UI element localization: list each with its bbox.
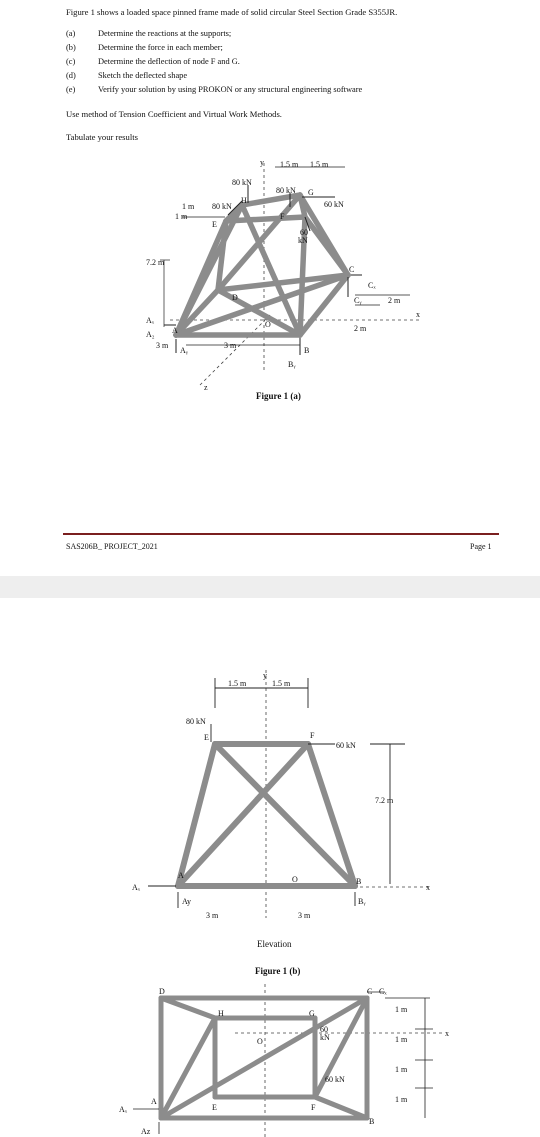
- elev-reaction-by: Bᵧ: [358, 897, 366, 906]
- question-text-a: Determine the reactions at the supports;: [98, 29, 232, 38]
- load-60kN-g: 60 kN: [324, 200, 344, 209]
- figure-1b-plan: [115, 984, 465, 1137]
- elev-reaction-ax: Aₓ: [132, 883, 141, 892]
- dim-7-2: 7.2 m: [146, 258, 165, 267]
- question-label-c: (c): [66, 57, 76, 66]
- load-60-f-a: 60: [300, 228, 308, 237]
- label-x: x: [416, 310, 420, 319]
- plan-node-h: H: [218, 1009, 224, 1018]
- plan-node-c: C: [367, 987, 373, 996]
- dim-3m-a: 3 m: [156, 341, 169, 350]
- plan-load-60-b: kN: [320, 1033, 330, 1042]
- load-60-f-b: kN: [298, 236, 308, 245]
- elevation-arrows: [148, 678, 405, 918]
- elev-node-a: A: [178, 871, 184, 880]
- question-text-c: Determine the deflection of node F and G.: [98, 57, 240, 66]
- dim-2m-a: 2 m: [388, 296, 401, 305]
- elev-node-o: O: [292, 875, 298, 884]
- node-g: G: [308, 188, 314, 197]
- load-80kN-h: 80 kN: [212, 202, 232, 211]
- dim-3m-b: 3 m: [224, 341, 237, 350]
- reaction-az: A₂: [146, 330, 155, 339]
- plan-node-f: F: [311, 1103, 316, 1112]
- plan-reaction-ax: Aₓ: [119, 1105, 128, 1114]
- plan-arrows-dims: [133, 992, 433, 1134]
- question-label-d: (d): [66, 71, 76, 80]
- dim-1-5-a: 1.5 m: [280, 160, 299, 169]
- dim-2m-b: 2 m: [354, 324, 367, 333]
- plan-node-g: G: [309, 1009, 315, 1018]
- reaction-cx: Cₓ: [368, 281, 376, 290]
- load-80kN-top: 80 kN: [232, 178, 252, 187]
- figure-1a-diagram: [130, 155, 430, 405]
- figure-1b-elevation: [120, 668, 450, 918]
- reaction-by: Bᵧ: [288, 360, 296, 369]
- elev-load-60kN: 60 kN: [336, 741, 356, 750]
- question-label-e: (e): [66, 85, 76, 94]
- question-text-b: Determine the force in each member;: [98, 43, 223, 52]
- reaction-ay: Aᵧ: [180, 346, 188, 355]
- dim-1-5-b: 1.5 m: [310, 160, 329, 169]
- node-a: A: [172, 326, 178, 335]
- elev-dim-3m-a: 3 m: [206, 911, 219, 918]
- figure-1a-caption: Figure 1 (a): [256, 391, 301, 401]
- elev-dim-3m-b: 3 m: [298, 911, 311, 918]
- document-page-2: [0, 598, 540, 1137]
- node-o: O: [265, 320, 271, 329]
- node-d: D: [232, 293, 238, 302]
- elev-reaction-ay: Ay: [182, 897, 192, 906]
- intro-text: Figure 1 shows a loaded space pinned frame made of solid circular Steel Section Grade S355JR.: [66, 7, 398, 17]
- plan-node-o: O: [257, 1037, 263, 1046]
- plan-label-x: x: [445, 1029, 449, 1038]
- label-y: y: [260, 158, 264, 167]
- reaction-cy: Cᵧ: [354, 296, 362, 305]
- frame-members: [176, 195, 348, 335]
- node-h: H: [241, 196, 247, 205]
- elev-load-80kN: 80 kN: [186, 717, 206, 726]
- elevation-members: [178, 744, 355, 886]
- plan-reaction-cx: Cₓ: [379, 987, 387, 996]
- elev-label-y: y: [263, 671, 267, 680]
- question-text-d: Sketch the deflected shape: [98, 71, 188, 80]
- node-b: B: [304, 346, 310, 355]
- tabulate-text: Tabulate your results: [66, 132, 138, 142]
- elev-dim-1-5-a: 1.5 m: [228, 679, 247, 688]
- elev-dim-1-5-b: 1.5 m: [272, 679, 291, 688]
- load-80kN-g: 80 kN: [276, 186, 296, 195]
- plan-dim-1m-c: 1 m: [395, 1065, 408, 1074]
- elev-label-x: x: [426, 883, 430, 892]
- elev-node-f: F: [310, 731, 315, 740]
- node-c: C: [349, 265, 355, 274]
- footer-rule: [63, 533, 499, 535]
- plan-node-e: E: [212, 1103, 217, 1112]
- plan-dim-1m-b: 1 m: [395, 1035, 408, 1044]
- node-e: E: [212, 220, 217, 229]
- plan-node-d: D: [159, 987, 165, 996]
- node-f: F: [280, 212, 285, 221]
- reaction-ax: Aₓ: [146, 316, 155, 325]
- figure-1b-caption: Figure 1 (b): [255, 966, 301, 976]
- dim-1m-a: 1 m: [182, 202, 195, 211]
- dim-1m-b: 1 m: [175, 212, 188, 221]
- plan-node-a: A: [151, 1097, 157, 1106]
- question-label-a: (a): [66, 29, 76, 38]
- plan-members: [161, 998, 367, 1118]
- plan-node-b: B: [369, 1117, 375, 1126]
- method-text: Use method of Tension Coefficient and Virtual Work Methods.: [66, 109, 282, 119]
- elev-dim-7-2: 7.2 m: [375, 796, 394, 805]
- label-z: z: [204, 383, 208, 392]
- footer-project: SAS206B_ PROJECT_2021: [66, 542, 158, 551]
- question-text-e: Verify your solution by using PROKON or any structural engineering software: [98, 85, 363, 94]
- question-label-b: (b): [66, 43, 76, 52]
- page-gap: [0, 576, 540, 598]
- plan-dim-1m-a: 1 m: [395, 1005, 408, 1014]
- plan-load-60kN: 60 kN: [325, 1075, 345, 1084]
- plan-dim-1m-d: 1 m: [395, 1095, 408, 1104]
- plan-reaction-az: Az: [141, 1127, 151, 1136]
- elev-node-e: E: [204, 733, 209, 742]
- elevation-caption: Elevation: [257, 939, 292, 949]
- footer-page-number: Page 1: [470, 542, 492, 551]
- elev-node-b: B: [356, 877, 362, 886]
- plan-load-60-a: 60: [320, 1025, 328, 1034]
